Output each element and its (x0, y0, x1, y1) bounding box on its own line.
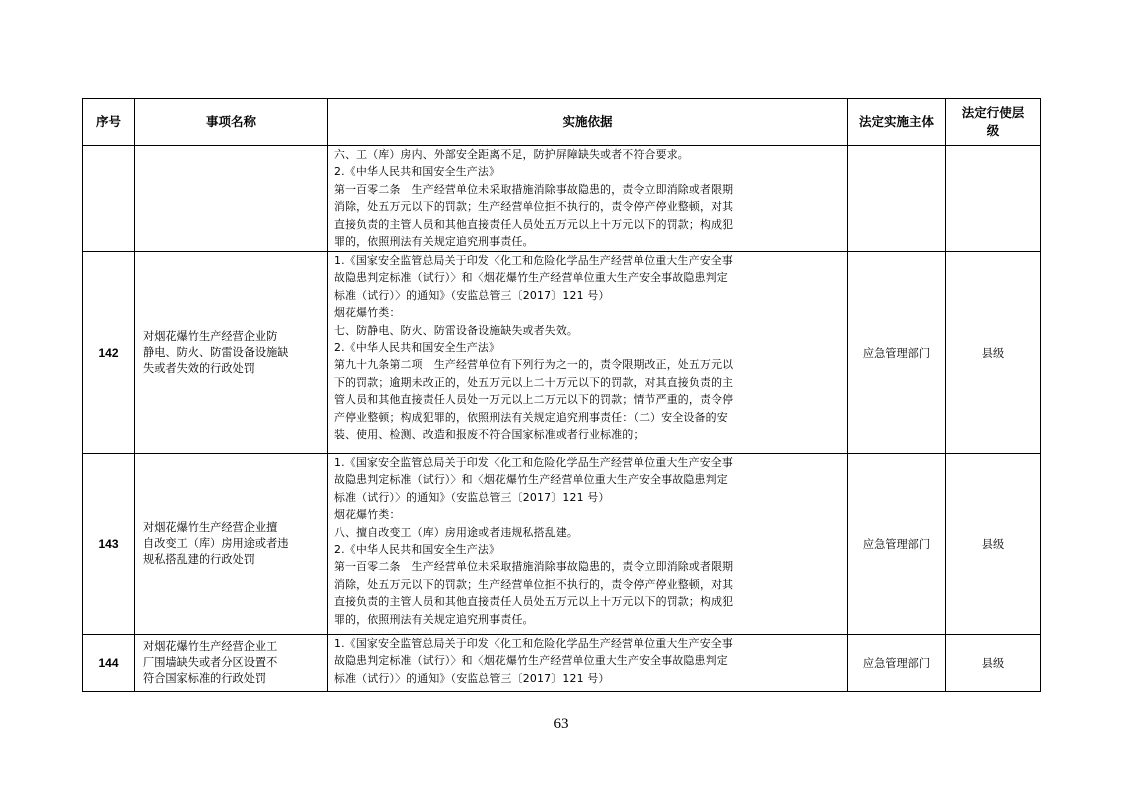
basis-cell (328, 454, 848, 635)
basis-line: 1.《国家安全监管总局关于印发〈化工和危险化学品生产经营单位重大生产安全事 (334, 254, 733, 267)
basis-line: 七、防静电、防火、防雷设备设施缺失或者失效。 (334, 323, 578, 337)
header-level (946, 99, 1041, 146)
table-row (83, 252, 1041, 454)
basis-line: 装、使用、检测、改造和报废不符合国家标准或者行业标准的； (334, 428, 645, 442)
item-name-line: 对烟花爆竹生产经营企业防 (143, 329, 278, 343)
basis-line: 罪的，依照刑法有关规定追究刑事责任。 (334, 612, 534, 626)
table-row (83, 146, 1041, 252)
implementing-subject: 应急管理部门 (848, 252, 946, 454)
header-subject: 法定实施主体 (848, 99, 946, 146)
header-level-line1: 法定行使层 (961, 106, 1025, 120)
table-header-row (83, 99, 1041, 146)
table-row (83, 454, 1041, 635)
basis-line: 下的罚款；逾期未改正的，处五万元以上二十万元以下的罚款，对其直接负责的主 (334, 375, 734, 389)
implementing-subject: 应急管理部门 (848, 454, 946, 635)
item-name-line: 厂围墙缺失或者分区设置不 (143, 656, 278, 669)
implementing-subject: 应急管理部门 (848, 635, 946, 692)
item-name-cell (135, 146, 328, 252)
basis-line: 消除，处五万元以下的罚款；生产经营单位拒不执行的，责令停产停业整顿，对其 (334, 200, 734, 214)
enforcement-items-table (82, 98, 1041, 692)
row-number: 142 (83, 252, 135, 454)
basis-line: 标准（试行）〉的通知》（安监总管三〔2017〕121 号） (334, 671, 610, 685)
item-name-cell (135, 252, 328, 454)
item-name-line: 失或者失效的行政处罚 (143, 361, 255, 375)
table-row (83, 635, 1041, 692)
basis-line: 标准（试行）〉的通知》（安监总管三〔2017〕121 号） (334, 288, 610, 302)
basis-line: 烟花爆竹类： (334, 306, 401, 320)
basis-line: 第一百零二条 生产经营单位未采取措施消除事故隐患的，责令立即消除或者限期 (334, 560, 734, 574)
basis-line: 第一百零二条 生产经营单位未采取措施消除事故隐患的，责令立即消除或者限期 (334, 182, 734, 196)
basis-line: 故隐患判定标准（试行）〉和〈烟花爆竹生产经营单位重大生产安全事故隐患判定 (334, 654, 728, 668)
item-name-line: 符合国家标准的行政处罚 (143, 672, 267, 685)
basis-cell (328, 146, 848, 252)
header-seq: 序号 (83, 99, 135, 146)
basis-line: 管人员和其他直接责任人员处一万元以上二万元以下的罚款；情节严重的，责令停 (334, 393, 734, 407)
row-number: 143 (83, 454, 135, 635)
exercise-level: 县级 (946, 635, 1041, 692)
row-number (83, 146, 135, 252)
basis-line: 烟花爆竹类： (334, 508, 401, 522)
basis-line: 第九十九条第二项 生产经营单位有下列行为之一的，责令限期改正，处五万元以 (334, 358, 734, 372)
basis-line: 2.《中华人民共和国安全生产法》 (334, 543, 501, 557)
item-name-cell (135, 635, 328, 692)
basis-line: 八、擅自改变工（库）房用途或者违规私搭乱建。 (334, 525, 578, 539)
header-level-line2: 级 (986, 124, 1000, 138)
basis-line: 直接负责的主管人员和其他直接责任人员处五万元以上十万元以下的罚款；构成犯 (334, 595, 734, 609)
basis-line: 直接负责的主管人员和其他直接责任人员处五万元以上十万元以下的罚款；构成犯 (334, 217, 734, 231)
implementing-subject (848, 146, 946, 252)
header-item-name: 事项名称 (135, 99, 328, 146)
page-number: 63 (553, 716, 569, 732)
basis-line: 2.《中华人民共和国安全生产法》 (334, 341, 501, 355)
item-name-line: 自改变工（库）房用途或者违 (143, 537, 289, 550)
exercise-level: 县级 (946, 454, 1041, 635)
item-name-line: 静电、防火、防雷设备设施缺 (143, 345, 289, 359)
basis-line: 1.《国家安全监管总局关于印发〈化工和危险化学品生产经营单位重大生产安全事 (334, 637, 733, 650)
exercise-level (946, 146, 1041, 252)
basis-line: 产停业整顿；构成犯罪的，依照刑法有关规定追究刑事责任：（二）安全设备的安 (334, 410, 728, 424)
header-basis: 实施依据 (328, 99, 848, 146)
basis-line: 六、工（库）房内、外部安全距离不足，防护屏障缺失或者不符合要求。 (334, 148, 689, 161)
item-name-line: 对烟花爆竹生产经营企业工 (143, 640, 278, 653)
basis-line: 标准（试行）〉的通知》（安监总管三〔2017〕121 号） (334, 490, 610, 504)
basis-line: 故隐患判定标准（试行）〉和〈烟花爆竹生产经营单位重大生产安全事故隐患判定 (334, 473, 728, 487)
basis-line: 故隐患判定标准（试行）〉和〈烟花爆竹生产经营单位重大生产安全事故隐患判定 (334, 271, 728, 285)
basis-line: 消除，处五万元以下的罚款；生产经营单位拒不执行的，责令停产停业整顿，对其 (334, 577, 734, 591)
item-name-cell (135, 454, 328, 635)
item-name-line: 规私搭乱建的行政处罚 (143, 553, 255, 566)
basis-line: 2.《中华人民共和国安全生产法》 (334, 165, 501, 179)
basis-cell (328, 635, 848, 692)
basis-line: 1.《国家安全监管总局关于印发〈化工和危险化学品生产经营单位重大生产安全事 (334, 456, 733, 469)
item-name-line: 对烟花爆竹生产经营企业擅 (143, 521, 278, 534)
exercise-level: 县级 (946, 252, 1041, 454)
row-number: 144 (83, 635, 135, 692)
basis-cell (328, 252, 848, 454)
basis-line: 罪的，依照刑法有关规定追究刑事责任。 (334, 235, 534, 249)
